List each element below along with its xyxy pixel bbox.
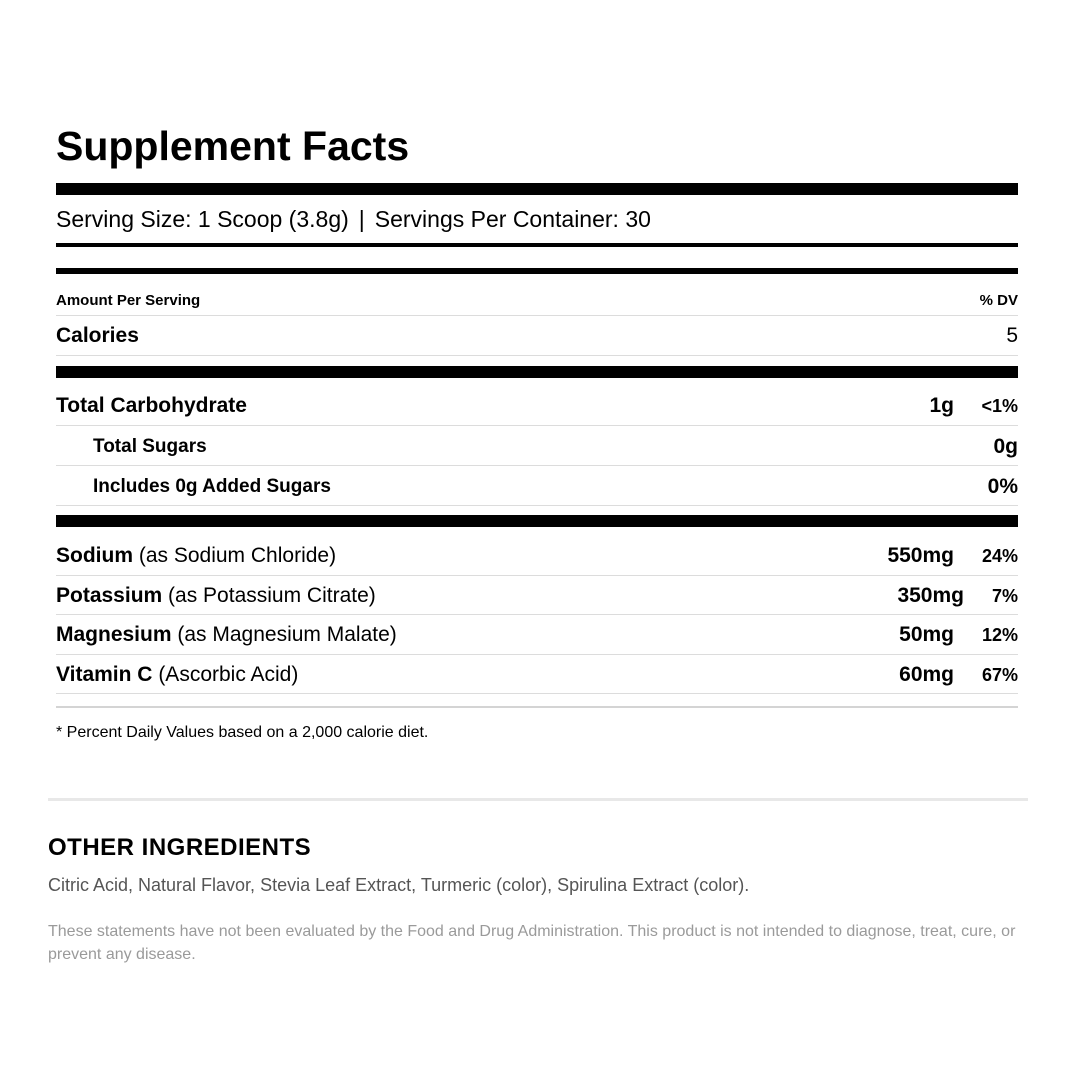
thick-divider <box>56 183 1018 195</box>
nutrient-dv: 12% <box>981 625 1018 645</box>
nutrient-row <box>56 576 1018 616</box>
thick-divider <box>56 366 1018 378</box>
nutrient-amount: 50mg <box>899 623 954 646</box>
added-sugars-dv: 0% <box>987 475 1018 498</box>
added-sugars-label: Includes 0g Added Sugars <box>93 476 331 497</box>
calories-label: Calories <box>56 324 139 347</box>
row-divider <box>56 355 1018 356</box>
section-divider <box>48 798 1028 801</box>
dv-header-label: % DV <box>979 292 1018 309</box>
carbohydrate-dv: <1% <box>981 396 1018 416</box>
serving-info <box>56 203 651 235</box>
nutrient-dv: 24% <box>981 546 1018 566</box>
page-title: Supplement Facts <box>56 123 410 169</box>
nutrient-amount: 60mg <box>899 663 954 686</box>
other-ingredients-list: Citric Acid, Natural Flavor, Stevia Leaf Extract, Turmeric (color), Spirulina Extract (color). <box>48 875 750 895</box>
nutrient-row <box>56 615 1018 655</box>
sugars-label: Total Sugars <box>93 436 207 457</box>
carbohydrate-amount: 1g <box>929 394 954 417</box>
row-divider <box>56 693 1018 694</box>
nutrient-row <box>56 655 1018 695</box>
servings-per-container: Servings Per Container: 30 <box>374 206 651 232</box>
nutrient-row <box>56 536 1018 576</box>
added-sugars-row <box>56 467 1018 507</box>
amount-per-serving-label: Amount Per Serving <box>56 292 201 309</box>
row-divider <box>56 465 1018 466</box>
calories-row <box>56 316 1018 356</box>
medium-divider <box>56 268 1018 274</box>
serving-separator: | <box>358 206 365 232</box>
nutrient-name: Potassium (as Potassium Citrate) <box>56 584 376 607</box>
nutrient-name: Vitamin C (Ascorbic Acid) <box>56 663 299 686</box>
sugars-row <box>56 427 1018 467</box>
daily-value-footnote: * Percent Daily Values based on a 2,000 calorie diet. <box>56 724 429 741</box>
fda-disclaimer: These statements have not been evaluated by the Food and Drug Administration. This product is not intended to diagnose, treat, cure, or prevent any disease. <box>48 923 1016 963</box>
row-divider <box>56 425 1018 426</box>
nutrient-dv: 7% <box>991 586 1018 606</box>
calories-value: 5 <box>1006 324 1018 347</box>
medium-divider <box>56 243 1018 247</box>
nutrient-dv: 67% <box>981 665 1018 685</box>
other-ingredients-title: OTHER INGREDIENTS <box>48 834 312 861</box>
nutrient-amount: 550mg <box>887 544 954 567</box>
serving-size: Serving Size: 1 Scoop (3.8g) <box>56 206 349 232</box>
thick-divider <box>56 515 1018 527</box>
nutrient-name: Sodium (as Sodium Chloride) <box>56 544 337 567</box>
nutrient-name: Magnesium (as Magnesium Malate) <box>56 623 397 646</box>
carbohydrate-label: Total Carbohydrate <box>56 394 247 417</box>
sugars-value: 0g <box>993 435 1018 458</box>
row-divider <box>56 706 1018 708</box>
carbohydrate-row <box>56 386 1018 426</box>
row-divider <box>56 505 1018 506</box>
nutrient-amount: 350mg <box>897 584 964 607</box>
